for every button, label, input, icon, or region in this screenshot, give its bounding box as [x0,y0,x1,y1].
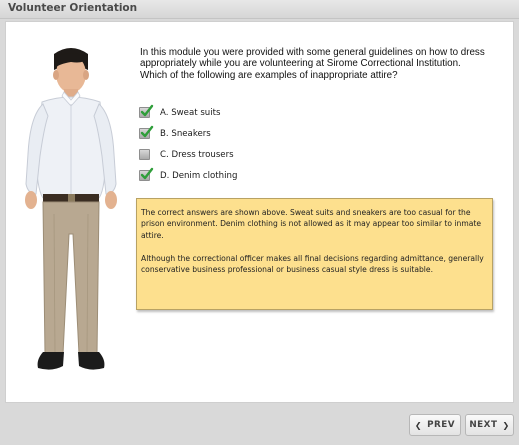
chevron-left-icon: ❮ [414,420,423,430]
window-title: Volunteer Orientation [8,2,138,14]
option-d-checkbox[interactable] [139,170,150,181]
option-d[interactable] [139,165,479,186]
prev-button[interactable] [409,414,461,436]
option-a-checkbox[interactable] [139,107,150,118]
content-area [5,21,514,403]
prev-button-label: PREV [427,420,456,430]
answer-options [139,102,479,186]
option-c-label: C. Dress trousers [160,149,234,160]
next-button-label: NEXT [469,420,498,430]
checkmark-icon [140,125,154,139]
option-c-checkbox[interactable] [139,149,150,160]
option-b-label: B. Sneakers [160,128,211,139]
presenter-figure [16,44,126,379]
option-d-label: D. Denim clothing [160,170,238,181]
question-text: In this module you were provided with some general guidelines on how to dress appropriately while you are volunteering at Sirome Correctional Institution. Which of the following are examples of inappropriate attire? [140,47,485,81]
option-b[interactable] [139,123,479,144]
title-bar [0,0,519,19]
next-button[interactable] [465,414,514,436]
option-b-checkbox[interactable] [139,128,150,139]
checkmark-icon [140,167,154,181]
option-a[interactable] [139,102,479,123]
chevron-right-icon: ❯ [502,420,510,430]
feedback-paragraph-2: Although the correctional officer makes all final decisions regarding admittance, generally conservative business professional or business casual style dress is suitable. [141,253,484,275]
checkmark-icon [140,104,154,118]
feedback-box [136,198,493,310]
option-c[interactable] [139,144,479,165]
option-a-label: A. Sweat suits [160,107,221,118]
feedback-paragraph-1: The correct answers are shown above. Sweat suits and sneakers are too casual for the prison environment. Denim clothing is not allowed as it may appear too similar to inmate attire. [141,208,482,240]
